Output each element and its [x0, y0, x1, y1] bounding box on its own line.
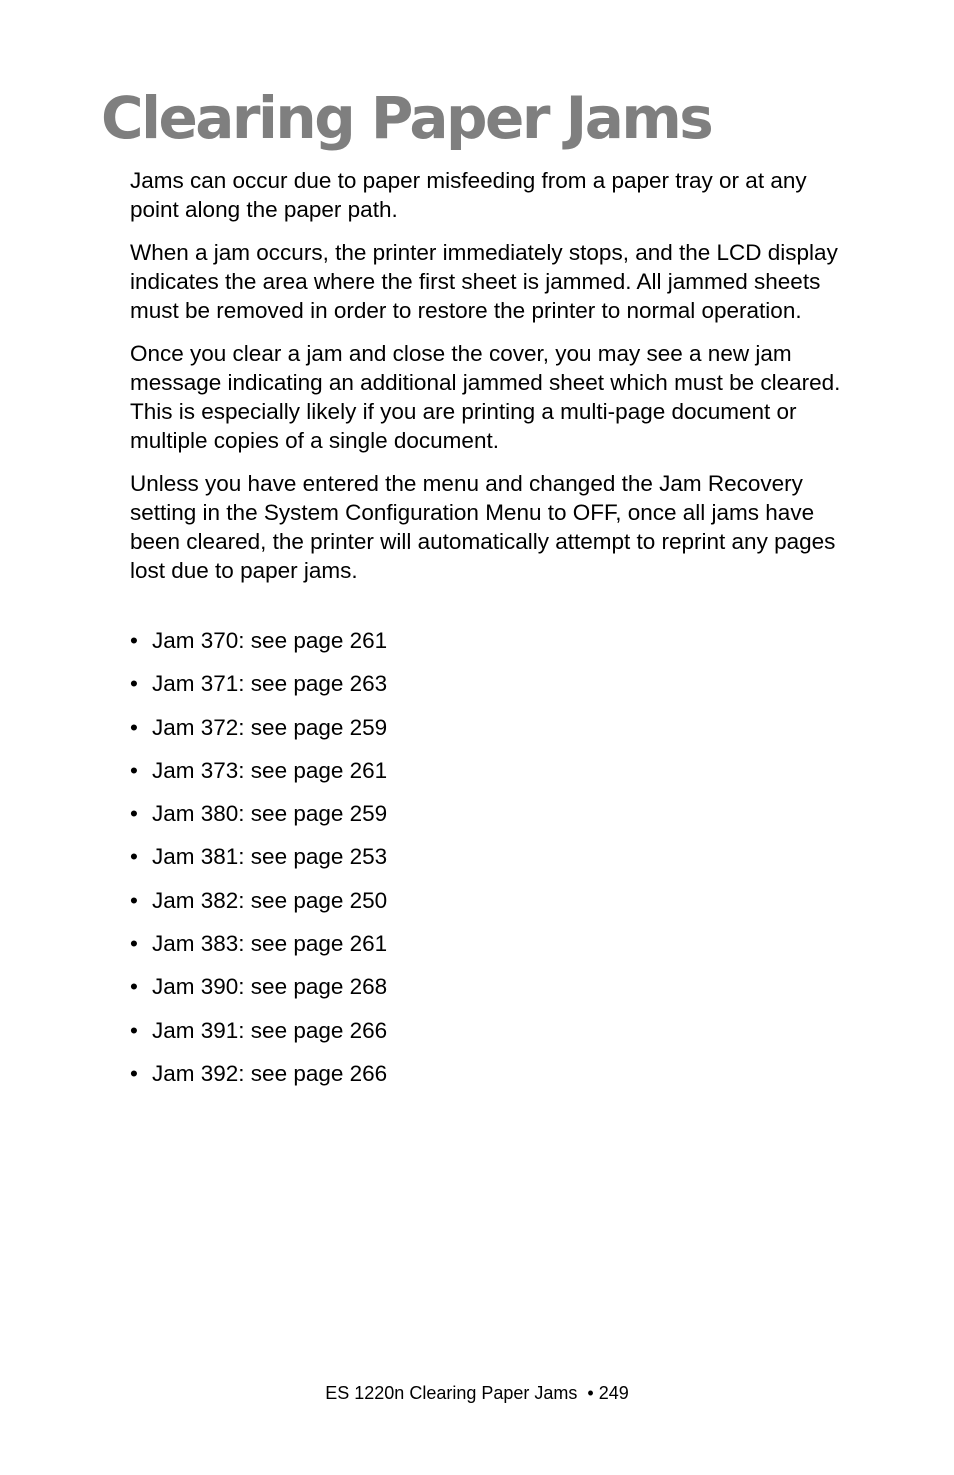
list-item	[130, 886, 730, 929]
bullet-icon: •	[130, 801, 138, 827]
bullet-icon: •	[130, 931, 138, 957]
list-item	[130, 669, 730, 712]
page-title: Clearing Paper Jams	[101, 84, 712, 152]
jam-reference: Jam 373: see page 261	[152, 757, 388, 783]
paragraph-intro: Jams can occur due to paper misfeeding from a paper tray or at any point along the paper path.	[130, 168, 807, 222]
bullet-icon: •	[130, 974, 138, 1000]
jam-reference: Jam 371: see page 263	[152, 671, 388, 697]
bullet-icon: •	[130, 887, 138, 913]
list-item	[130, 1059, 730, 1102]
paragraph-jam-recovery: Unless you have entered the menu and changed the Jam Recovery setting in the System Configuration Menu to OFF, once all jams have been cleared, the printer will automatically attempt to reprint any pages lost due to paper jams.	[130, 471, 836, 583]
jam-reference: Jam 390: see page 268	[152, 974, 388, 1000]
list-item	[130, 929, 730, 972]
list-item	[130, 626, 730, 669]
list-item	[130, 842, 730, 885]
bullet-icon: •	[130, 757, 138, 783]
list-item	[130, 756, 730, 799]
paragraph-jam-occurs: When a jam occurs, the printer immediately stops, and the LCD display indicates the area where the first sheet is jammed. All jammed sheets must be removed in order to restore the printer to normal operation.	[130, 240, 838, 323]
bullet-icon: •	[130, 844, 138, 870]
list-item	[130, 1016, 730, 1059]
jam-reference: Jam 381: see page 253	[152, 844, 388, 870]
bullet-icon: •	[130, 1060, 138, 1086]
list-item	[130, 713, 730, 756]
jam-reference: Jam 370: see page 261	[152, 628, 388, 653]
jam-reference: Jam 391: see page 266	[152, 1017, 388, 1043]
jam-reference: Jam 382: see page 250	[152, 887, 388, 913]
bullet-icon: •	[130, 671, 138, 697]
list-item	[130, 799, 730, 842]
paragraph-new-jam-message: Once you clear a jam and close the cover, you may see a new jam message indicating an additional jammed sheet which must be cleared. This is especially likely if you are printing a multi-page document or multiple copies of a single document.	[130, 341, 841, 453]
list-item	[130, 972, 730, 1015]
bullet-icon: •	[130, 1017, 138, 1043]
page-footer: ES 1220n Clearing Paper Jams • 249	[325, 1383, 629, 1403]
bullet-icon: •	[130, 714, 138, 740]
jam-reference: Jam 380: see page 259	[152, 801, 388, 827]
jam-list	[130, 626, 730, 1102]
body-text	[130, 166, 860, 599]
jam-reference: Jam 383: see page 261	[152, 931, 388, 957]
jam-reference: Jam 392: see page 266	[152, 1060, 388, 1086]
jam-reference: Jam 372: see page 259	[152, 714, 388, 740]
bullet-icon: •	[130, 628, 138, 653]
